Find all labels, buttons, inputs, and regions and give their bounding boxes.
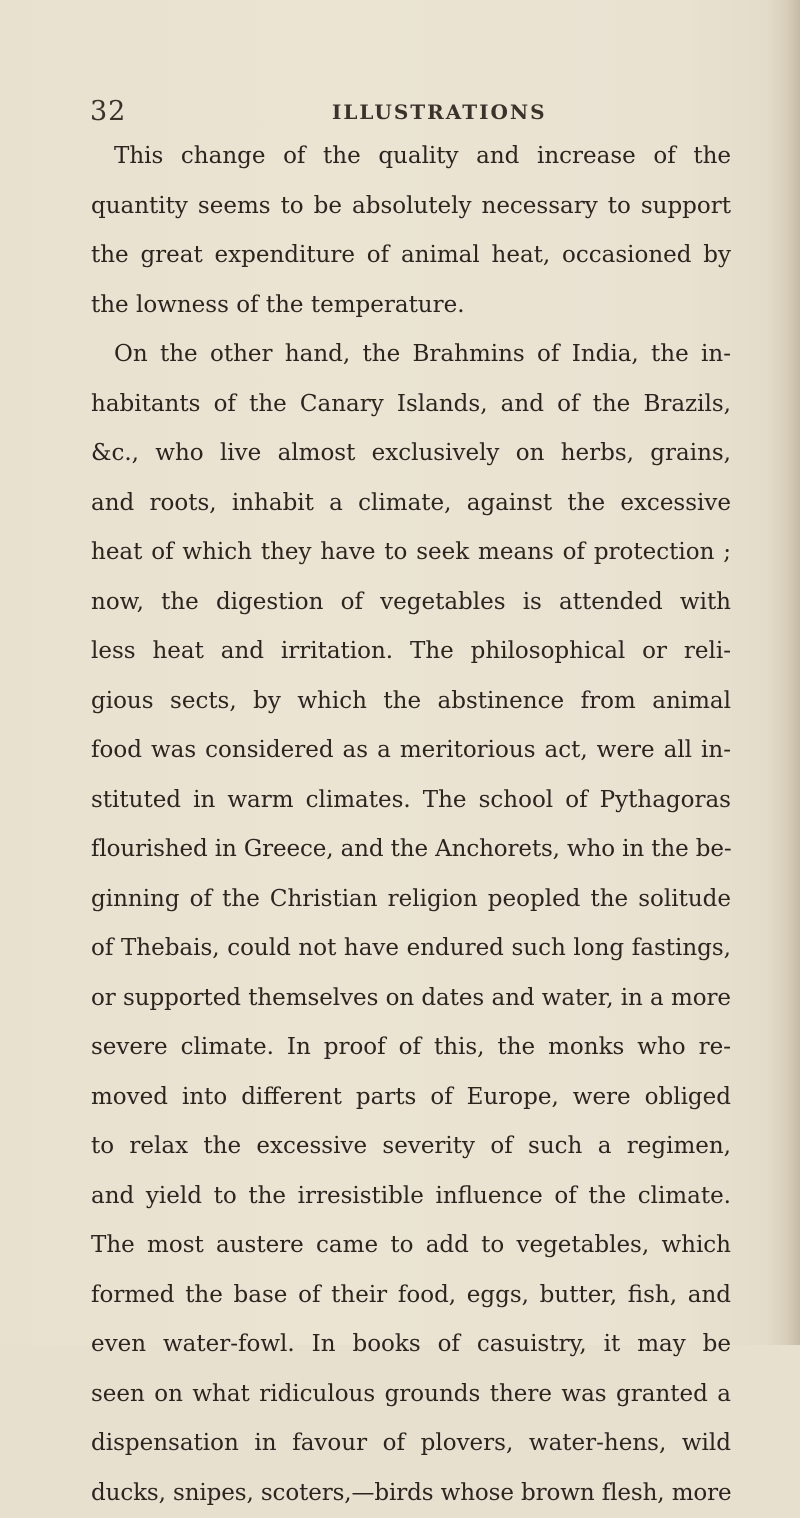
text-line: habitants of the Canary Islands, and of the Brazils, (91, 380, 731, 430)
text-line: ducks, snipes, scoters,—birds whose brown flesh, more (91, 1469, 731, 1518)
text-line: less heat and irritation. The philosophical or reli- (91, 627, 731, 677)
text-line: of Thebais, could not have endured such long fastings, (91, 924, 731, 974)
page-number: 32 (90, 96, 126, 127)
text-line: and roots, inhabit a climate, against the excessive (91, 479, 731, 529)
text-line: the great expenditure of animal heat, occasioned by (91, 231, 731, 281)
page-header (0, 96, 800, 136)
text-line: stituted in warm climates. The school of Pythagoras (91, 776, 731, 826)
text-line: now, the digestion of vegetables is attended with (91, 578, 731, 628)
text-line: to relax the excessive severity of such a regimen, (91, 1122, 731, 1172)
text-line: or supported themselves on dates and water, in a more (91, 974, 731, 1024)
text-line: and yield to the irresistible influence of the climate. (91, 1172, 731, 1222)
running-head: ILLUSTRATIONS (332, 100, 547, 124)
text-line: heat of which they have to seek means of protection ; (91, 528, 731, 578)
text-line: The most austere came to add to vegetables, which (91, 1221, 731, 1271)
text-line: moved into different parts of Europe, were obliged (91, 1073, 731, 1123)
text-line: even water-fowl. In books of casuistry, it may be (91, 1320, 731, 1370)
page-edge-shadow (766, 0, 800, 1345)
text-line: formed the base of their food, eggs, butter, fish, and (91, 1271, 731, 1321)
text-line: quantity seems to be absolutely necessary to support (91, 182, 731, 232)
text-line: dispensation in favour of plovers, water-hens, wild (91, 1419, 731, 1469)
text-line: This change of the quality and increase of the (91, 132, 731, 182)
text-line: ginning of the Christian religion peopled the solitude (91, 875, 731, 925)
body-text (91, 132, 731, 1518)
text-line: gious sects, by which the abstinence from animal (91, 677, 731, 727)
text-line: On the other hand, the Brahmins of India, the in- (91, 330, 731, 380)
text-line: severe climate. In proof of this, the monks who re- (91, 1023, 731, 1073)
text-line: flourished in Greece, and the Anchorets, who in the be- (91, 825, 731, 875)
text-line: &c., who live almost exclusively on herbs, grains, (91, 429, 731, 479)
text-line: food was considered as a meritorious act, were all in- (91, 726, 731, 776)
text-line: seen on what ridiculous grounds there was granted a (91, 1370, 731, 1420)
text-line: the lowness of the temperature. (91, 281, 731, 331)
